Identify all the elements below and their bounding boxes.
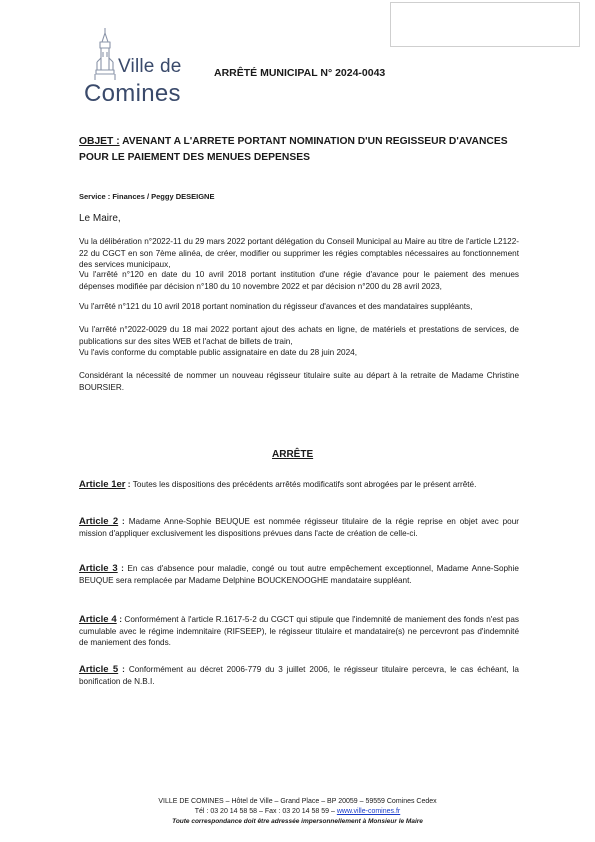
vu-paragraph: Vu l'arrêté n°120 en date du 10 avril 2018 portant institution d'une régie d'avance pour le paiement des menues dépenses modifiée par décision n°180 du 10 novembre 2022 et par décision n°200 du 28 avril 2023,: [79, 270, 519, 291]
article-label: Article 2: [79, 516, 119, 527]
salutation: Le Maire,: [79, 213, 121, 224]
article-text: En cas d'absence pour maladie, congé ou tout autre empêchement exceptionnel, Madame Anne-Sophie BEUQUE sera remplacée par Madame Delphine BOUCKENOOGHE mandataire suppléant.: [79, 564, 519, 585]
footer-note: Toute correspondance doit être adressée impersonnellement à Monsieur le Maire: [172, 818, 423, 825]
article-text: Toutes les dispositions des précédents arrêtés modificatifs sont abrogées par le présent arrêté.: [132, 480, 477, 489]
considerant-paragraph: Considérant la nécessité de nommer un nouveau régisseur titulaire suite au départ à la retraite de Madame Christine BOURSIER.: [79, 371, 519, 392]
article-label: Article 1er: [79, 479, 126, 490]
article-5: Article 5 : Conformément au décret 2006-779 du 3 juillet 2006, le régisseur titulaire percevra, le cas échéant, la bonification de N.B.I.: [79, 664, 519, 686]
vu-paragraph: Vu l'avis conforme du comptable public assignataire en date du 28 juin 2024,: [79, 348, 357, 357]
article-1: Article 1er : Toutes les dispositions des précédents arrêtés modificatifs sont abrogées par le présent arrêté.: [79, 479, 477, 490]
stamp-box: [390, 2, 580, 47]
footer: [0, 797, 595, 827]
logo-ville-text: Ville de: [118, 56, 182, 77]
article-4: Article 4 : Conformément à l'article R.1617-5-2 du CGCT qui stipule que l'indemnité de maniement des fonds n'est pas cumulable avec le régime indemnitaire (RIFSEEP), le régisseur titulaire et mandataire(s) ne percevront pas d'indemnité de maniement des fonds.: [79, 614, 519, 648]
decree-title: ARRÊTÉ MUNICIPAL N° 2024-0043: [214, 67, 386, 79]
logo-comines-text: Comines: [84, 80, 181, 107]
footer-contact: [0, 807, 595, 817]
vu-paragraph: Vu la délibération n°2022-11 du 29 mars 2022 portant délégation du Conseil Municipal au Maire au titre de l'article L2122-22 du CGCT en son 7ème alinéa, de créer, modifier ou supprimer les régies comptables nécessaires au fonctionnement des services municipaux,: [79, 237, 519, 270]
article-label: Article 5: [79, 664, 119, 675]
object-text: AVENANT A L'ARRETE PORTANT NOMINATION D'UN REGISSEUR D'AVANCES POUR LE PAIEMENT DES MENUES DEPENSES: [79, 136, 508, 163]
article-label: Article 4: [79, 614, 117, 625]
object-label: OBJET :: [79, 136, 120, 147]
article-text: Conformément à l'article R.1617-5-2 du CGCT qui stipule que l'indemnité de maniement des fonds n'est pas cumulable avec le régime indemnitaire (RIFSEEP), le régisseur titulaire et mandataire(s) ne percevront pas d'indemnité de maniement des fonds.: [79, 615, 519, 648]
vu-paragraph: Vu l'arrêté n°121 du 10 avril 2018 portant nomination du régisseur d'avances et des mandataires suppléants,: [79, 302, 473, 311]
website-link[interactable]: www.ville-comines.fr: [336, 808, 401, 815]
service-line: Service : Finances / Peggy DESEIGNE: [79, 192, 215, 201]
article-2: Article 2 : Madame Anne-Sophie BEUQUE est nommée régisseur titulaire de la régie reprise en objet avec pour mission d'appliquer exclusivement les dispositions prévues dans l'acte de création de celle-ci.: [79, 516, 520, 538]
footer-phone-fax: Tél : 03 20 14 58 58 – Fax : 03 20 14 58 59 –: [194, 808, 337, 815]
article-text: Madame Anne-Sophie BEUQUE est nommée régisseur titulaire de la régie reprise en objet avec pour mission d'appliquer exclusivement les dispositions prévues dans l'acte de création de celle-ci.: [79, 517, 520, 538]
object-heading: [79, 134, 519, 166]
article-3: Article 3 : En cas d'absence pour maladie, congé ou tout autre empêchement exceptionnel, Madame Anne-Sophie BEUQUE sera remplacée par Madame Delphine BOUCKENOOGHE mandataire suppléant.: [79, 563, 519, 585]
article-text: Conformément au décret 2006-779 du 3 juillet 2006, le régisseur titulaire percevra, le cas échéant, la bonification de N.B.I.: [79, 665, 519, 686]
arrete-heading: ARRÊTE: [272, 449, 314, 460]
vu-paragraph: Vu l'arrêté n°2022-0029 du 18 mai 2022 portant ajout des achats en ligne, de matériels et prestations de services, de publications sur des sites WEB et l'achat de billets de train,: [79, 325, 519, 346]
article-label: Article 3: [79, 563, 118, 574]
footer-address: VILLE DE COMINES – Hôtel de Ville – Grand Place – BP 20059 – 59559 Comines Cedex: [158, 798, 437, 805]
